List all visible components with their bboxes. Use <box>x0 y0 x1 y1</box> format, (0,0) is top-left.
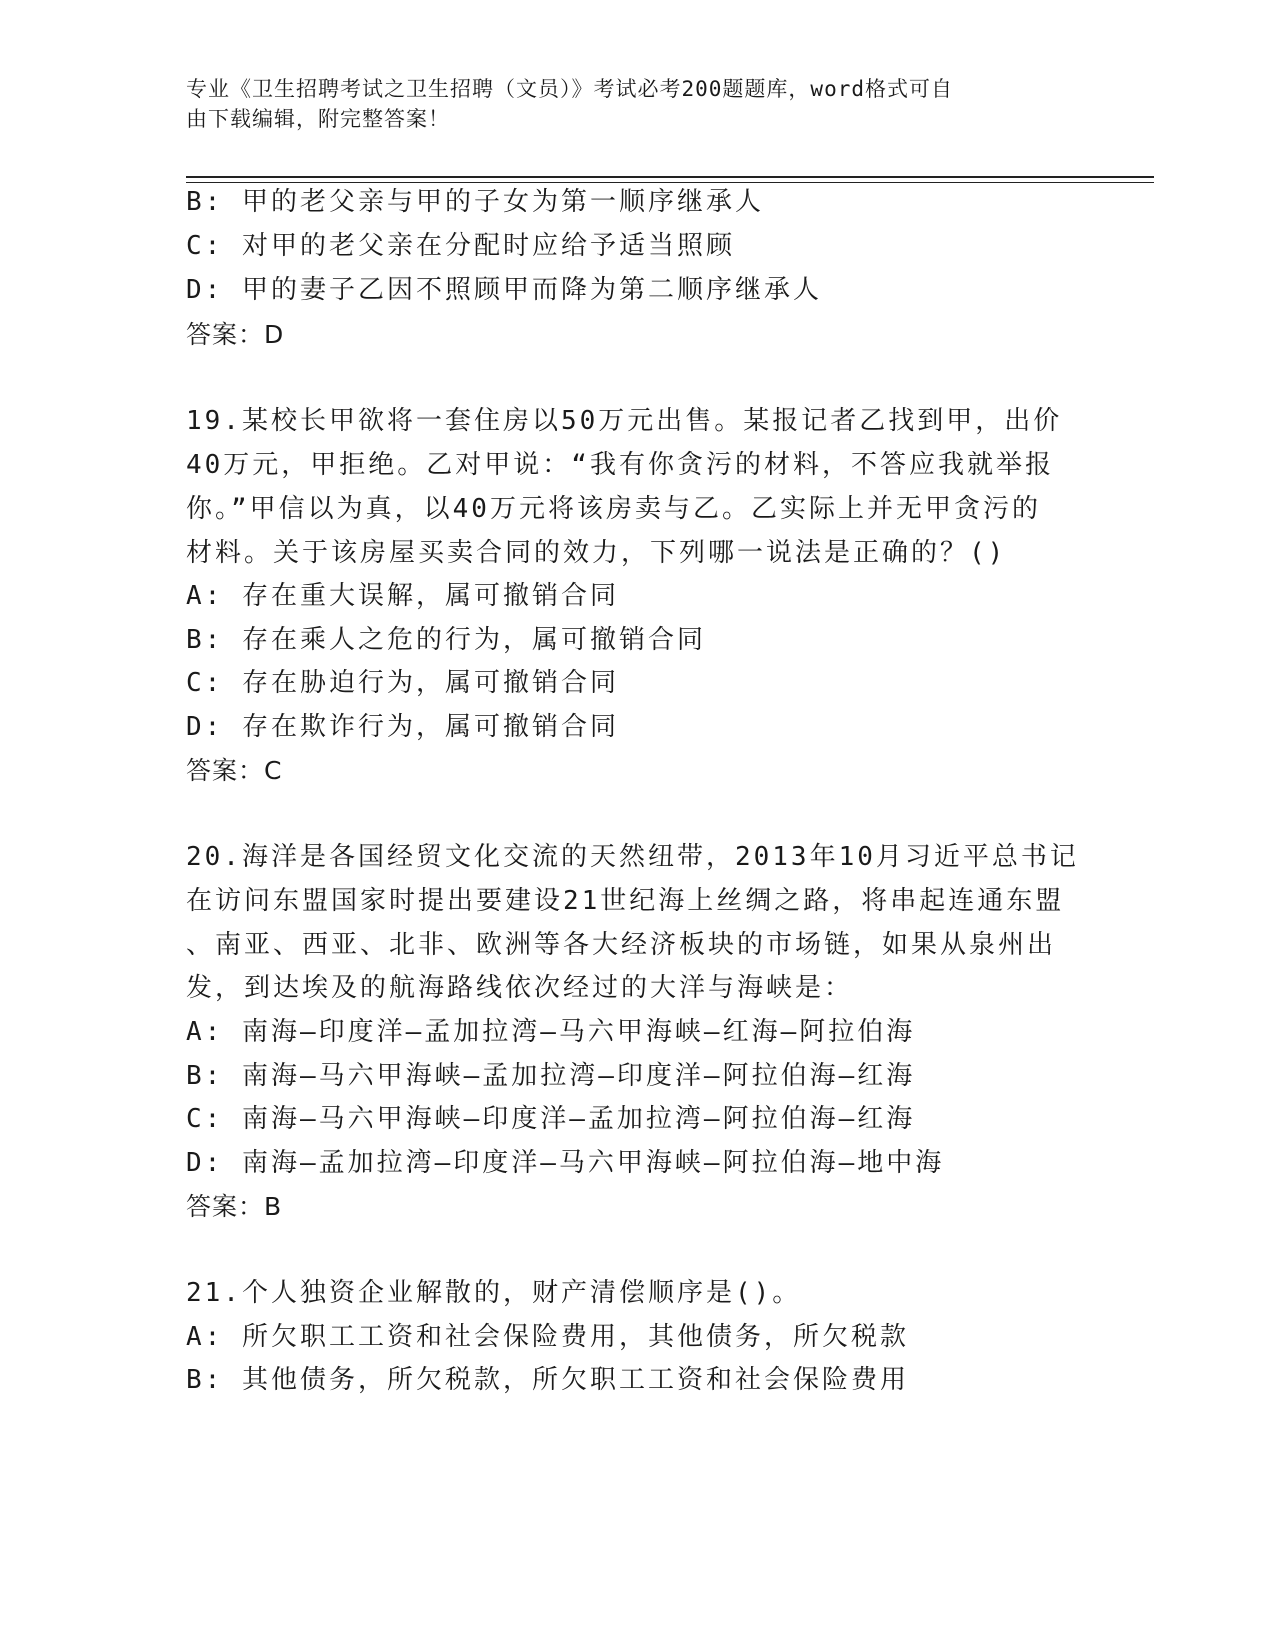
q19-stem-line-3: 你。”甲信以为真，以40万元将该房卖与乙。乙实际上并无甲贪污的 <box>186 494 1041 524</box>
header-line-1: 专业《卫生招聘考试之卫生招聘（文员）》考试必考200题题库，word格式可自 <box>186 77 953 101</box>
q21-option-b: B: 其他债务，所欠税款，所欠职工工资和社会保险费用 <box>186 1365 909 1395</box>
q20-answer: 答案：B <box>186 1192 283 1221</box>
q19-option-d: D: 存在欺诈行为，属可撤销合同 <box>186 712 619 742</box>
q19-stem-line-4: 材料。关于该房屋买卖合同的效力，下列哪一说法是正确的？() <box>186 538 1007 568</box>
header-rule-thin <box>186 182 1154 183</box>
q21-stem-line-1: 21.个人独资企业解散的，财产清偿顺序是()。 <box>186 1278 802 1308</box>
q19-option-b: B: 存在乘人之危的行为，属可撤销合同 <box>186 625 706 655</box>
q21-option-a: A: 所欠职工工资和社会保险费用，其他债务，所欠税款 <box>186 1322 909 1352</box>
q20-stem-line-1: 20.海洋是各国经贸文化交流的天然纽带，2013年10月习近平总书记 <box>186 842 1079 872</box>
q20-option-b: B: 南海—马六甲海峡—孟加拉湾—印度洋—阿拉伯海—红海 <box>186 1061 916 1091</box>
q19-answer: 答案：C <box>186 756 283 785</box>
q19-option-c: C: 存在胁迫行为，属可撤销合同 <box>186 668 619 698</box>
q20-option-c: C: 南海—马六甲海峡—印度洋—孟加拉湾—阿拉伯海—红海 <box>186 1104 916 1134</box>
q18-option-b: B: 甲的老父亲与甲的子女为第一顺序继承人 <box>186 187 764 217</box>
q20-option-d: D: 南海—孟加拉湾—印度洋—马六甲海峡—阿拉伯海—地中海 <box>186 1148 945 1178</box>
document-header <box>186 74 1066 134</box>
q18-option-c: C: 对甲的老父亲在分配时应给予适当照顾 <box>186 231 735 261</box>
q19-stem-line-2: 40万元，甲拒绝。乙对甲说：“我有你贪污的材料，不答应我就举报 <box>186 450 1054 480</box>
q20-option-a: A: 南海—印度洋—孟加拉湾—马六甲海峡—红海—阿拉伯海 <box>186 1017 916 1047</box>
q19-stem-line-1: 19.某校长甲欲将一套住房以50万元出售。某报记者乙找到甲，出价 <box>186 406 1063 436</box>
q20-stem-line-2: 在访问东盟国家时提出要建设21世纪海上丝绸之路，将串起连通东盟 <box>186 886 1065 916</box>
q19-option-a: A: 存在重大误解，属可撤销合同 <box>186 581 619 611</box>
header-rule-thick <box>186 176 1154 178</box>
q20-stem-line-3: 、南亚、西亚、北非、欧洲等各大经济板块的市场链，如果从泉州出 <box>186 930 1057 960</box>
q20-stem-line-4: 发，到达埃及的航海路线依次经过的大洋与海峡是： <box>186 973 854 1003</box>
q18-answer: 答案：D <box>186 320 285 349</box>
q18-option-d: D: 甲的妻子乙因不照顾甲而降为第二顺序继承人 <box>186 275 822 305</box>
header-line-2: 由下载编辑，附完整答案！ <box>186 107 450 131</box>
